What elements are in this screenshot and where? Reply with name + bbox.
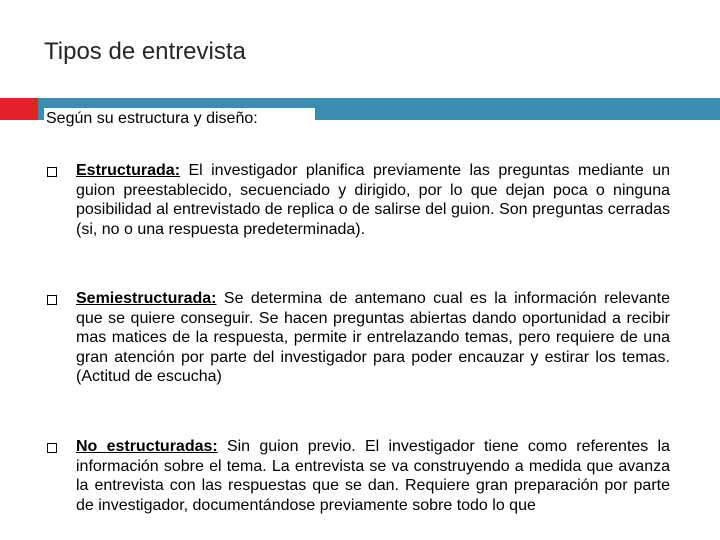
item-term: Semiestructurada: [76, 290, 217, 307]
bullet-icon [47, 167, 57, 177]
list-item-no-estructuradas [76, 437, 670, 515]
bullet-icon [47, 443, 57, 453]
item-text: El investigador planifica previamente las preguntas mediante un guion preestablecido, secuenciado y dirigido, por lo que dejan poca o ninguna posibilidad al entrevistado de replica o de salirse del guion. Son preguntas cerradas (si, no o una respuesta predeterminada). [76, 162, 670, 238]
list-item-estructurada [76, 161, 670, 239]
accent-bar-red [0, 98, 38, 120]
item-text: Se determina de antemano cual es la información relevante que se quiere conseguir. Se hacen preguntas abiertas dando oportunidad a recibir mas matices de la respuesta, permite ir entrelazando temas, pero requiere de una gran atención por parte del investigador para poder encauzar y estirar los temas. (Actitud de escucha) [76, 290, 670, 385]
bullet-icon [47, 295, 57, 305]
slide-title: Tipos de entrevista [44, 38, 246, 65]
item-term: No estructuradas: [76, 438, 218, 455]
slide-subtitle: Según su estructura y diseño: [46, 110, 258, 127]
list-item-semiestructurada [76, 289, 670, 387]
item-text: Sin guion previo. El investigador tiene como referentes la información sobre el tema. La entrevista se va construyendo a medida que avanza la entrevista con las respuestas que se dan. Requiere gran preparación por parte de investigador, documentándose previamente sobre todo lo que [76, 438, 670, 514]
item-term: Estructurada: [76, 162, 181, 179]
